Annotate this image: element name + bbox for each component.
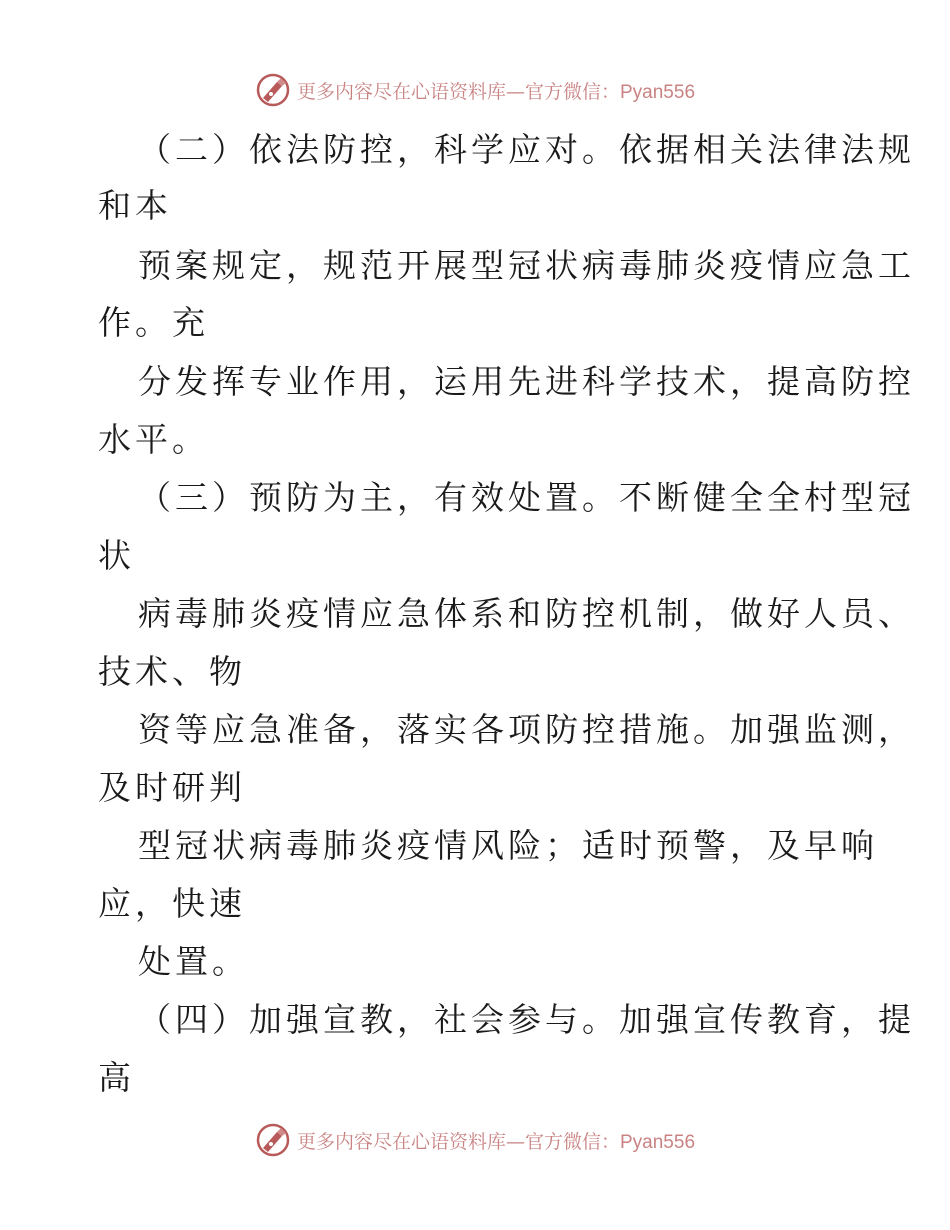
watermark-separator: — [505,80,525,103]
watermark-wechat-id: Pyan556 [620,1131,696,1153]
paragraph-line: 资等应急准备，落实各项防控措施。加强监测， [138,710,915,749]
paragraph-line: 水平。 [98,420,209,459]
paragraph-line: 病毒肺炎疫情应急体系和防控机制，做好人员、 [138,594,915,633]
paragraph-line: 高 [98,1058,135,1097]
paragraph-line: 预案规定，规范开展型冠状病毒肺炎疫情应急工 [138,246,915,285]
footer-watermark [0,1120,950,1160]
paragraph-line: 技术、物 [98,652,246,691]
watermark-text [297,1127,695,1154]
watermark-brand: 更多内容尽在心语资料库 [296,80,506,103]
watermark-text [297,77,695,104]
paragraph-line: 应，快速 [98,884,246,923]
pen-nib-circle-icon [255,1122,291,1158]
paragraph-line: （二）依法防控，科学应对。依据相关法律法规 [138,130,915,169]
watermark-wechat-label: 官方微信： [524,1130,620,1153]
watermark-wechat-id: Pyan556 [620,81,696,103]
header-watermark [0,70,950,110]
watermark-separator: — [505,1130,525,1153]
watermark-wechat-label: 官方微信： [524,80,620,103]
watermark-brand: 更多内容尽在心语资料库 [296,1130,506,1153]
paragraph-line: 作。充 [98,303,209,342]
paragraph-line: 分发挥专业作用，运用先进科学技术，提高防控 [138,362,915,401]
pen-nib-circle-icon [255,72,291,108]
paragraph-line: 及时研判 [98,768,246,807]
paragraph-line: 处置。 [138,942,249,981]
paragraph-line: （四）加强宣教，社会参与。加强宣传教育，提 [138,1000,915,1039]
paragraph-line: 状 [98,536,135,575]
paragraph-line: 和本 [98,186,172,225]
paragraph-line: 型冠状病毒肺炎疫情风险；适时预警，及早响 [138,826,878,865]
paragraph-line: （三）预防为主，有效处置。不断健全全村型冠 [138,478,915,517]
